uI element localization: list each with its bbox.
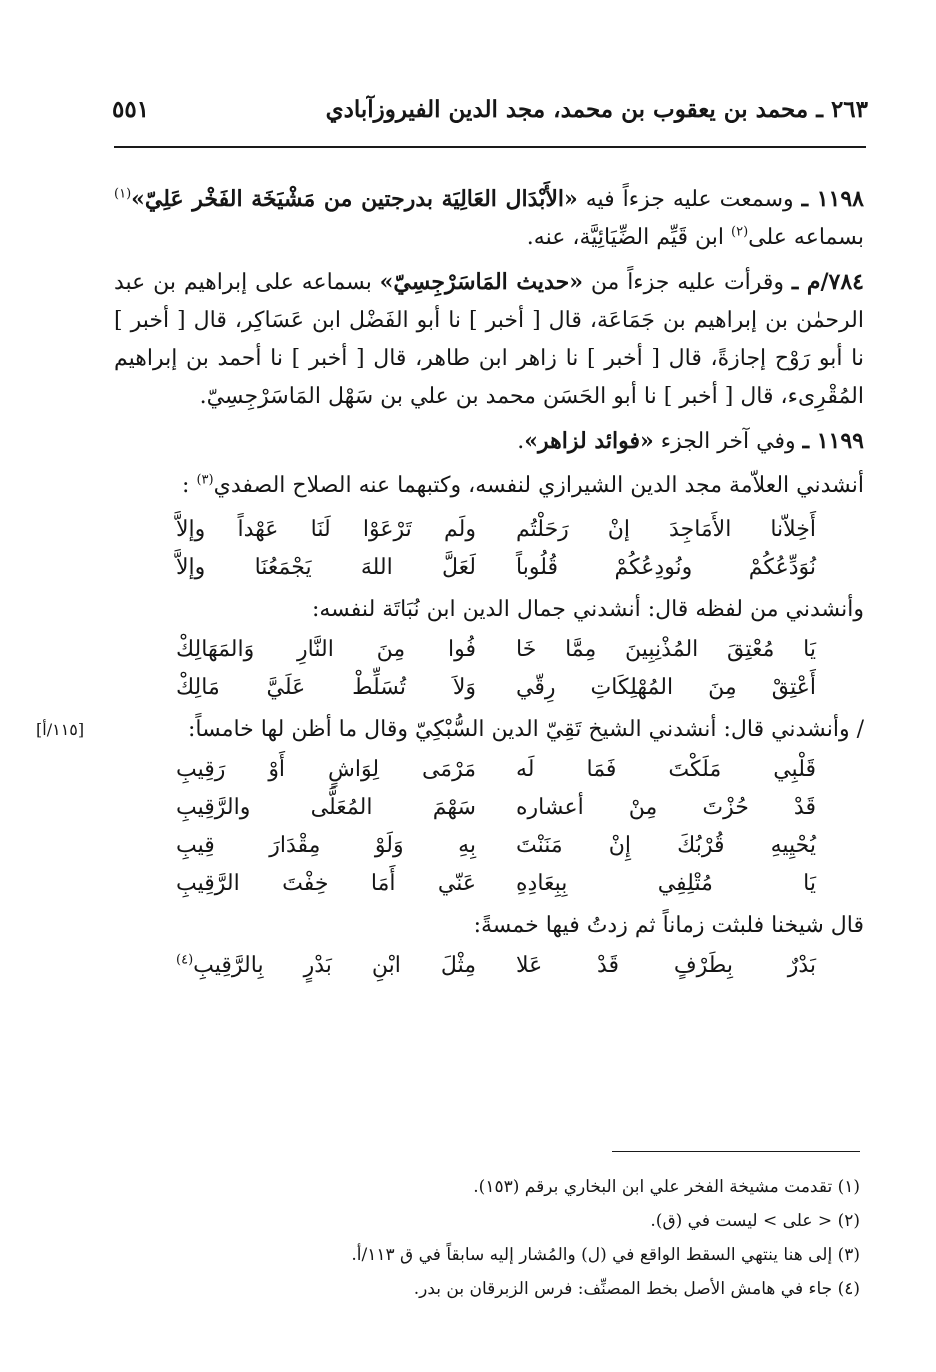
poem-2 xyxy=(114,631,864,707)
entry-784 xyxy=(114,263,864,416)
verse-second-hemistich: مَرْمَى لِوَاشٍ أَوْ رَقِيبِ xyxy=(176,757,476,782)
verse-first-hemistich: أَعْتِقْ مِنَ المُهْلِكَاتِ رِقّي xyxy=(516,675,816,700)
intro-text: / وأنشدني قال: أنشدني الشيخ تَقِيّ الدين السُّبْكِيّ وقال ما أظن لها خامساً: xyxy=(187,717,864,742)
footnote: (٣) إلى هنا ينتهي السقط الواقع في (ل) والمُشار إليه سابقاً في ق ١١٣/أ. xyxy=(351,1245,860,1265)
poem-intro xyxy=(36,711,864,749)
verse-line xyxy=(176,549,864,587)
entry-text: وفي آخر الجزء xyxy=(660,429,796,454)
manuscript-folio-ref: [١١٥/أ] xyxy=(36,720,85,739)
entry-number: ٧٨٤/م ـ xyxy=(791,269,864,295)
entry-1199 xyxy=(114,422,864,461)
verse-second-hemistich: فُوا مِنَ النَّارِ وَالمَهَالِكْ xyxy=(176,637,476,662)
verse-first-hemistich: قَدْ حُزْتَ مِنْ أعشاره xyxy=(516,795,816,820)
main-text xyxy=(36,180,864,989)
work-title: «حديث المَاسَرْجِسِيّ» xyxy=(379,269,583,295)
hemistich-text: مِثْلَ ابْنِ بَدْرٍ بِالرَّقِيبِ xyxy=(193,953,476,978)
verse-second-hemistich: ولَم تَرْعَوْا لَنَا عَهْداً وإلاَّ xyxy=(176,517,476,542)
entry-number: ١١٩٩ ـ xyxy=(802,428,864,454)
verse-second-hemistich: لَعَلَّ اللهَ يَجْمَعُنَا وإلاَّ xyxy=(176,555,476,580)
entry-text: ابن قَيِّم الضِّيَائِيَّة، عنه. xyxy=(526,225,725,250)
entry-number: ١١٩٨ ـ xyxy=(801,186,864,212)
poem-3 xyxy=(114,751,864,903)
verse-first-hemistich: يَا مُعْتِقَ المُذْنِبِينَ مِمَّا خَا xyxy=(516,637,816,662)
entry-text: وقرأت عليه جزءاً من xyxy=(590,270,785,295)
poem-4 xyxy=(114,947,864,985)
verse-second-hemistich: سَهْمَ المُعَلَّى والرَّقِيبِ xyxy=(176,795,476,820)
poem-intro: وأنشدني من لفظه قال: أنشدني جمال الدين ابن نُبَاتَة لنفسه: xyxy=(311,597,864,622)
verse-line xyxy=(176,751,864,789)
verse-first-hemistich: يَا مُتْلِفِي بِبِعَادِهِ xyxy=(516,871,816,896)
entry-text: بسماعه على xyxy=(748,225,864,250)
verse-first-hemistich: بَدْرٌ بِطَرْفٍ قَدْ عَلا xyxy=(516,953,816,978)
verse-first-hemistich: قَلْبِي مَلَكْتَ فَمَا لَه xyxy=(516,757,816,782)
verse-first-hemistich: أَخِلاّنا الأَمَاجِدَ إنْ رَحَلْتُم xyxy=(516,517,816,542)
intro-text: أنشدني العلاّمة مجد الدين الشيرازي لنفسه، وكتبهما عنه الصلاح الصفدي xyxy=(213,473,864,498)
footnote: (٢) < على > ليست في (ق). xyxy=(650,1211,860,1231)
verse-line xyxy=(176,865,864,903)
header-rule xyxy=(114,146,866,148)
colon: : xyxy=(182,473,190,498)
footnote-rule xyxy=(612,1151,860,1152)
verse-first-hemistich: يُحْيِيهِ قُرْبُكَ إِنْ مَنَنْتَ xyxy=(516,833,816,858)
verse-line xyxy=(176,789,864,827)
verse-line xyxy=(176,511,864,549)
work-title: «الأَبْدَال العَالِيَة بدرجتين من مَشْيَخَة الفَخْر عَلِيّ» xyxy=(131,186,578,212)
work-title: «فوائد لزاهر» xyxy=(524,428,654,454)
footnote-ref: (٣) xyxy=(196,472,214,488)
verse-first-hemistich: نُوَدِّعُكُمْ ونُودِعُكُمْ قُلُوباً xyxy=(516,555,816,580)
verse-second-hemistich: وَلاَ تُسَلِّطْ عَلَيَّ مَالِكْ xyxy=(176,675,476,700)
footnotes xyxy=(114,1170,860,1306)
entry-text: بسماعه على إبراهيم بن عبد الرحمٰن بن إبراهيم بن جَمَاعَة، قال [ أخبر ] نا أبو الفَضْل ابن عَسَاكِر، قال [ أخبر ] نا أبو رَوْح إجازةً، قال [ أخبر ] نا زاهر ابن طاهر، قال [ أخبر ] نا أحمد بن إبراهيم المُقْرِىء، قال [ أخبر ] نا أبو الحَسَن محمد بن علي بن سَهْل المَاسَرْجِسِيّ. xyxy=(114,270,864,409)
verse-line xyxy=(176,947,864,985)
verse-line xyxy=(176,669,864,707)
poem-intro: قال شيخنا فلبثت زماناً ثم زدتُ فيها خمسةً: xyxy=(473,913,864,938)
verse-second-hemistich: بِهِ وَلَوْ مِقْدَارَ قِيبِ xyxy=(176,833,476,858)
verse-line xyxy=(176,631,864,669)
page-number: ٥٥١ xyxy=(112,96,150,123)
footnote-ref: (٢) xyxy=(731,224,749,240)
running-head: ٢٦٣ ـ محمد بن يعقوب بن محمد، مجد الدين الفيروزآبادي xyxy=(325,96,868,123)
footnote-ref: (١) xyxy=(114,186,132,202)
footnote: (١) تقدمت مشيخة الفخر علي ابن البخاري برقم (١٥٣). xyxy=(473,1177,860,1197)
footnote-ref: (٤) xyxy=(176,952,194,968)
verse-line xyxy=(176,827,864,865)
entry-text: . xyxy=(517,429,525,454)
verse-second-hemistich xyxy=(176,947,476,985)
entry-text: وسمعت عليه جزءاً فيه xyxy=(585,187,794,212)
entry-1198 xyxy=(114,180,864,257)
poem-1 xyxy=(114,511,864,587)
page-header xyxy=(112,96,868,136)
verse-second-hemistich: عَنّي أَمَا خِفْتَ الرَّقِيبِ xyxy=(176,871,476,896)
footnote: (٤) جاء في هامش الأصل بخط المصنِّف: فرس الزبرقان بن بدر. xyxy=(413,1279,860,1299)
poem-intro xyxy=(114,467,864,505)
